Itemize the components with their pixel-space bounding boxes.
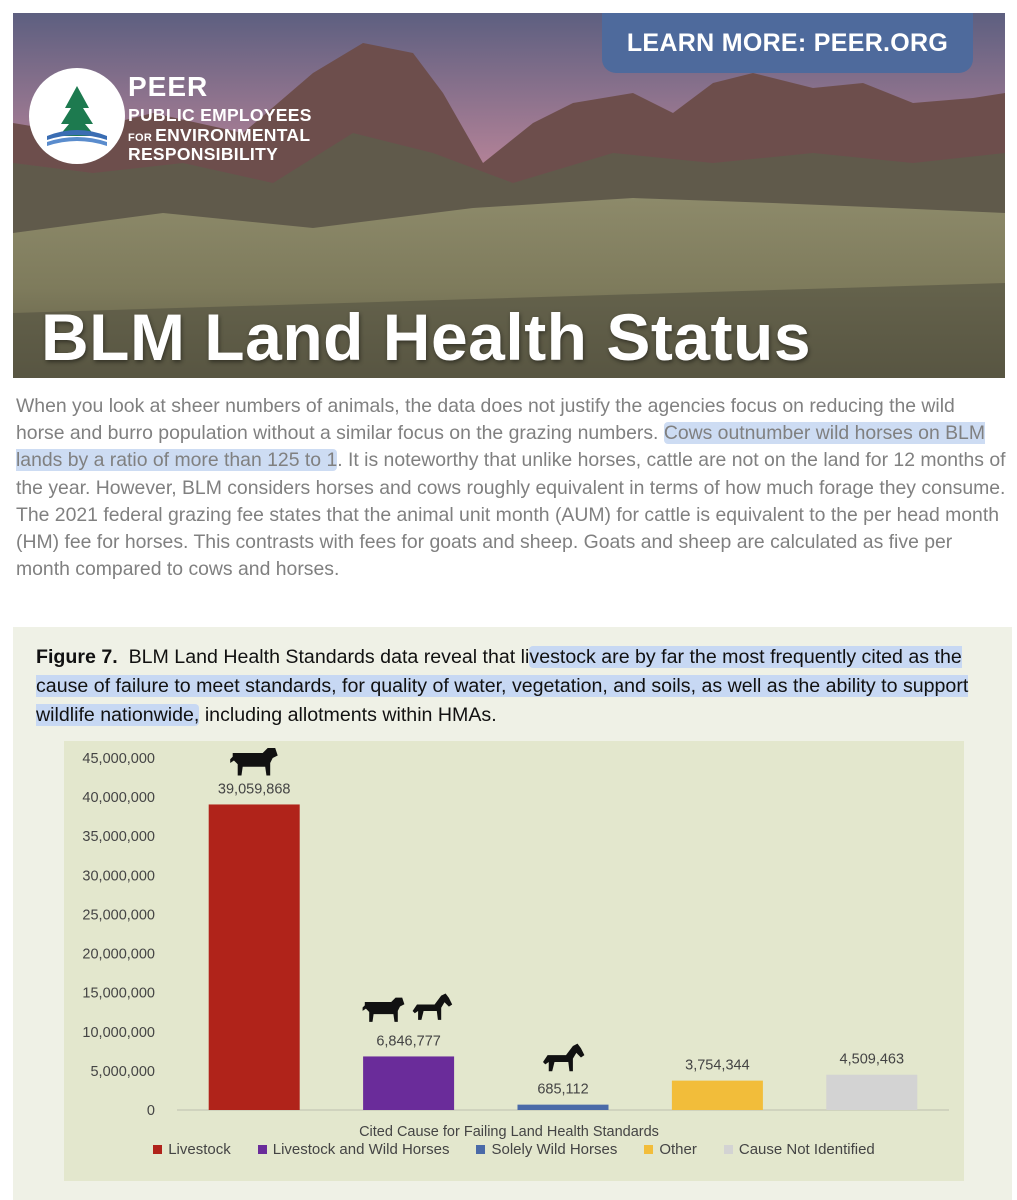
chart-legend bbox=[64, 1141, 964, 1158]
capitol-tree-icon bbox=[39, 78, 115, 154]
y-tick-label: 10,000,000 bbox=[82, 1024, 155, 1041]
bar-1 bbox=[209, 804, 300, 1110]
legend-label: Solely Wild Horses bbox=[491, 1141, 618, 1158]
peer-logo bbox=[29, 68, 125, 164]
y-tick-label: 25,000,000 bbox=[82, 907, 155, 924]
bar-3 bbox=[518, 1105, 609, 1110]
cow-icon bbox=[363, 998, 405, 1022]
org-line-2: ENVIRONMENTAL bbox=[155, 124, 311, 145]
horse-icon-shape bbox=[543, 1044, 584, 1072]
figure-label: Figure 7. bbox=[36, 646, 118, 668]
legend-item bbox=[258, 1141, 450, 1158]
legend-label: Other bbox=[659, 1141, 697, 1158]
horse-icon bbox=[543, 1044, 584, 1072]
caption-highlight: vestock are by far the most frequently cited as the cause of failure to meet standards, for quality of water, vegetation, and soils, as well as the ability to support wildlife nationwide, bbox=[36, 646, 969, 726]
paragraph-text-end: . It is noteworthy that unlike horses, cattle are not on the land for 12 months of the year. However, BLM considers horses and cows roughly equivalent in terms of how much forage they consume. The 2021 federal grazing fee states that the animal unit month (AUM) for cattle is equivalent to the per head month (HM) fee for horses. This contrasts with fees for goats and sheep. Goats and sheep are calculated as five per month compared to cows and horses. bbox=[16, 449, 1006, 581]
legend-swatch bbox=[476, 1145, 485, 1154]
horse-icon bbox=[413, 993, 453, 1019]
y-tick-label: 5,000,000 bbox=[90, 1063, 155, 1080]
legend-item bbox=[644, 1141, 697, 1158]
horse-icon-shape bbox=[413, 993, 453, 1019]
y-tick-label: 30,000,000 bbox=[82, 868, 155, 885]
legend-swatch bbox=[258, 1145, 267, 1154]
y-tick-label: 45,000,000 bbox=[82, 751, 155, 767]
figure-panel bbox=[13, 627, 1012, 1200]
bar-chart bbox=[64, 741, 964, 1181]
legend-label: Livestock and Wild Horses bbox=[272, 1141, 450, 1158]
y-tick-label: 0 bbox=[146, 1103, 155, 1119]
data-label: 39,059,868 bbox=[217, 781, 291, 798]
bar-chart-plot bbox=[64, 741, 964, 1181]
cow-icon-shape bbox=[230, 748, 278, 776]
org-line-3: RESPONSIBILITY bbox=[128, 144, 279, 164]
learn-more-link[interactable]: LEARN MORE: PEER.ORG bbox=[602, 13, 973, 73]
data-label: 3,754,344 bbox=[685, 1057, 750, 1074]
data-label: 685,112 bbox=[537, 1081, 589, 1098]
y-tick-label: 20,000,000 bbox=[82, 946, 155, 963]
page-title: BLM Land Health Status bbox=[41, 300, 812, 374]
legend-item bbox=[476, 1141, 617, 1158]
legend-label: Cause Not Identified bbox=[738, 1141, 875, 1158]
cow-icon bbox=[230, 748, 278, 776]
org-name bbox=[128, 73, 312, 166]
paragraph-text-start: When you look at sheer numbers of animals, the data does not justify the agencies focus on reducing the wild horse and burro population without a similar focus on the grazing numbers. bbox=[16, 395, 955, 445]
hero-banner bbox=[13, 13, 1005, 378]
data-label: 4,509,463 bbox=[839, 1051, 905, 1068]
bar-4 bbox=[672, 1081, 763, 1110]
org-line-2-prefix: FOR bbox=[128, 131, 153, 144]
data-label: 6,846,777 bbox=[376, 1033, 441, 1050]
bar-5 bbox=[826, 1075, 917, 1110]
org-acronym: PEER bbox=[128, 71, 209, 102]
y-tick-label: 40,000,000 bbox=[82, 790, 155, 807]
legend-swatch bbox=[644, 1145, 653, 1154]
cow-icon-shape bbox=[363, 998, 405, 1022]
legend-swatch bbox=[724, 1145, 733, 1154]
caption-text-end: including allotments within HMAs. bbox=[199, 704, 497, 726]
legend-item bbox=[153, 1141, 231, 1158]
body-paragraph bbox=[16, 393, 1006, 583]
caption-text-start: BLM Land Health Standards data reveal that li bbox=[128, 646, 530, 668]
x-axis-title: Cited Cause for Failing Land Health Standards bbox=[359, 1124, 659, 1140]
paragraph-highlight: Cows outnumber wild horses on BLM lands by a ratio of more than 125 to 1 bbox=[16, 422, 985, 472]
legend-label: Livestock bbox=[168, 1141, 231, 1158]
bar-2 bbox=[363, 1056, 454, 1110]
org-line-1: PUBLIC EMPLOYEES bbox=[128, 105, 312, 125]
legend-item bbox=[724, 1141, 875, 1158]
y-tick-label: 15,000,000 bbox=[82, 985, 155, 1002]
legend-swatch bbox=[153, 1145, 162, 1154]
figure-caption bbox=[36, 643, 996, 730]
y-tick-label: 35,000,000 bbox=[82, 829, 155, 846]
